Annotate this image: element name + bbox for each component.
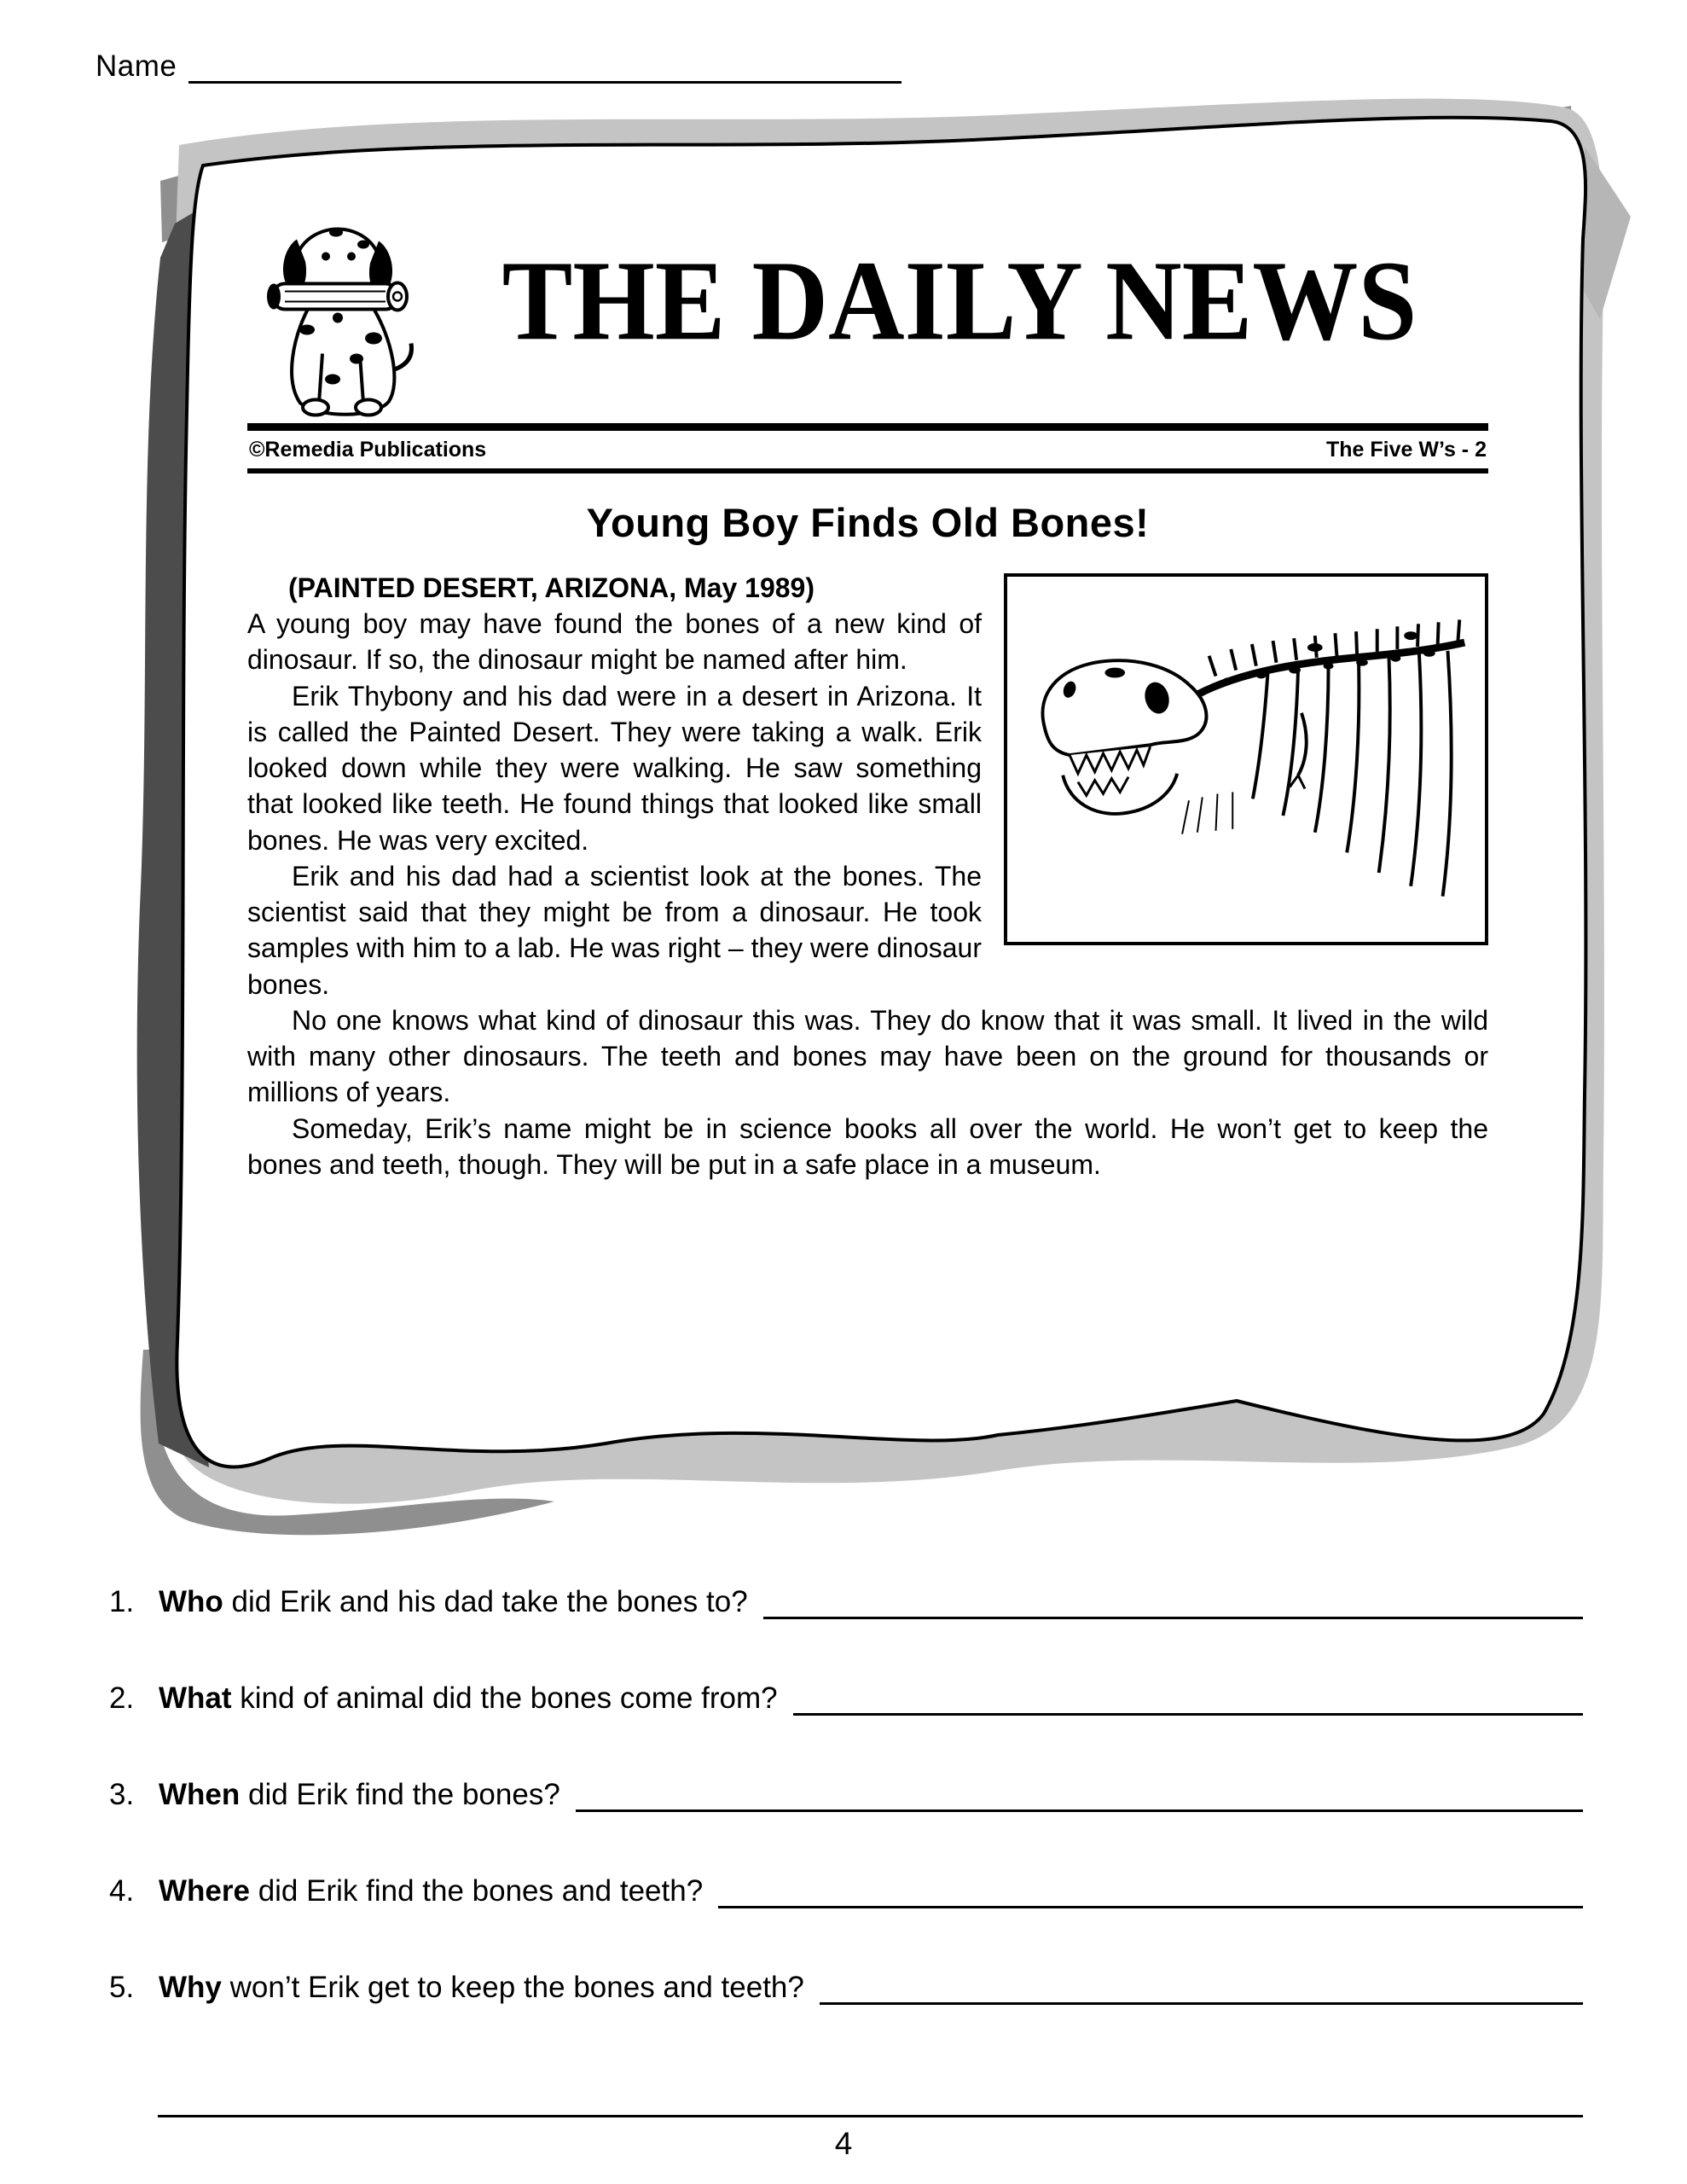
question-text bbox=[159, 1778, 560, 1812]
question-w-word: When bbox=[159, 1778, 241, 1811]
article-headline: Young Boy Finds Old Bones! bbox=[586, 500, 1150, 545]
question-w-word: What bbox=[159, 1682, 232, 1715]
question-number: 3. bbox=[109, 1778, 135, 1811]
article-paragraph: No one knows what kind of dinosaur this was. They do know that it was small. It lived in the wild with many other dinosaurs. The teeth and bones may have been on the ground for thousands or millions of years. bbox=[247, 1004, 1488, 1108]
question-number: 5. bbox=[109, 1971, 135, 2004]
answer-line-1[interactable] bbox=[763, 1583, 1583, 1619]
article-paragraph: A young boy may have found the bones of a new kind of dinosaur. If so, the dinosaur might be named after him. bbox=[247, 608, 982, 676]
article-paragraph: Someday, Erik’s name might be in science books all over the world. He won’t get to keep the bones and teeth, though. They will be put in a safe place in a museum. bbox=[247, 1112, 1488, 1180]
answer-line-4[interactable] bbox=[718, 1873, 1583, 1908]
answer-continuation-line[interactable] bbox=[158, 2090, 1583, 2117]
dinosaur-skeleton-illustration bbox=[1016, 587, 1476, 932]
question-text bbox=[159, 1682, 778, 1716]
questions-section bbox=[109, 1577, 1583, 2059]
question-rest: did Erik find the bones and teeth? bbox=[249, 1874, 704, 1908]
article-paragraph: Erik Thybony and his dad were in a desert in Arizona. It is called the Painted Desert. They were taking a walk. Erik looked down while they were walking. He saw something that looked like teeth. He found things that looked like small bones. He was very excited. bbox=[247, 680, 982, 856]
answer-line-2[interactable] bbox=[793, 1680, 1583, 1716]
question-number: 2. bbox=[109, 1682, 135, 1715]
newspaper-front-page bbox=[247, 203, 1488, 1182]
answer-line-3[interactable] bbox=[576, 1776, 1583, 1812]
answer-line-5[interactable] bbox=[820, 1969, 1583, 2005]
masthead-title: THE DAILY NEWS bbox=[501, 237, 1417, 364]
name-row bbox=[96, 49, 901, 84]
article-body bbox=[247, 570, 1488, 1182]
question-row-1 bbox=[109, 1577, 1583, 1619]
question-rest: kind of animal did the bones come from? bbox=[231, 1682, 778, 1715]
publisher-row bbox=[247, 431, 1488, 468]
question-w-word: Where bbox=[159, 1874, 250, 1908]
question-text bbox=[159, 1585, 748, 1619]
masthead-rule-bottom bbox=[247, 468, 1488, 473]
article-image-frame bbox=[1004, 573, 1488, 945]
question-rest: did Erik find the bones? bbox=[240, 1778, 560, 1811]
question-row-3 bbox=[109, 1769, 1583, 1812]
question-text bbox=[159, 1874, 703, 1908]
article-dateline: (PAINTED DESERT, ARIZONA, May 1989) bbox=[288, 572, 815, 603]
question-w-word: Who bbox=[159, 1585, 223, 1618]
question-row-5 bbox=[109, 1962, 1583, 2005]
question-text bbox=[159, 1971, 804, 2005]
question-number: 4. bbox=[109, 1874, 135, 1908]
article-paragraph: Erik and his dad had a scientist look at the bones. The scientist said that they might be from a dinosaur. He took samples with him to a lab. He was right – they were dinosaur bones. bbox=[247, 860, 982, 1000]
question-row-2 bbox=[109, 1673, 1583, 1716]
question-number: 1. bbox=[109, 1585, 135, 1618]
edition-label: The Five W’s - 2 bbox=[1325, 438, 1487, 462]
publisher-credit: ©Remedia Publications bbox=[249, 438, 487, 462]
dalmatian-dog-illustration bbox=[247, 207, 431, 419]
question-rest: won’t Erik get to keep the bones and teeth? bbox=[221, 1971, 804, 2004]
name-answer-line[interactable] bbox=[188, 49, 901, 84]
name-label: Name bbox=[96, 49, 177, 83]
masthead-row bbox=[247, 203, 1488, 423]
question-row-4 bbox=[109, 1866, 1583, 1908]
question-rest: did Erik and his dad take the bones to? bbox=[223, 1585, 748, 1618]
page-number: 4 bbox=[834, 2126, 853, 2161]
question-w-word: Why bbox=[159, 1971, 222, 2004]
masthead-rule-top bbox=[247, 423, 1488, 431]
